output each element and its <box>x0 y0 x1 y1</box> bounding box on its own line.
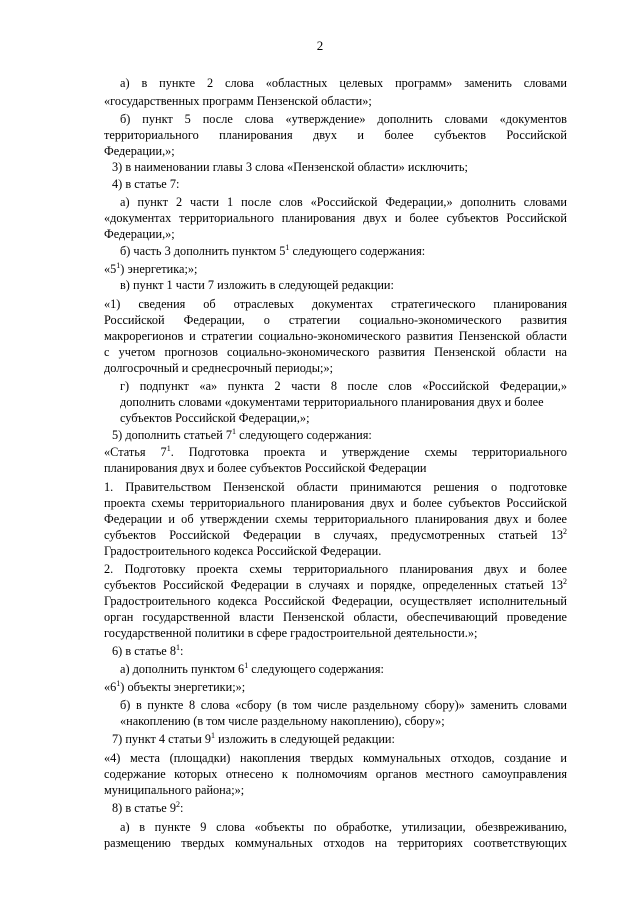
text-line: 2. Подготовку проекта схемы территориального планирования двух и более <box>104 562 567 576</box>
text-line: «Статья $7^1$. Подготовка проекта и утверждение схемы территориального <box>104 444 567 459</box>
text-line: 4) в статье 7: <box>112 177 180 191</box>
text-line: а) в пункте 9 слова «объекты по обработке, утилизации, обезвреживанию, <box>120 820 567 834</box>
text-line: субъектов Российской Федерации в случаях и порядке, определенных статьей $13^2$ <box>104 577 567 592</box>
text-line: дополнить словами «документами территориального планирования двух и более <box>120 395 544 409</box>
text-line: 5) дополнить статьей $7^1$ следующего содержания: <box>112 427 372 442</box>
text-line: а) пункт 2 части 1 после слов «Российской Федерации,» дополнить словами <box>120 195 567 209</box>
text-line: Российской Федерации, о стратегии социально-экономического развития <box>104 313 567 327</box>
text-line: макрорегионов и стратегии социально-экономического развития Пензенской области <box>104 329 567 343</box>
text-line: «4) места (площадки) накопления твердых коммунальных отходов, создание и <box>104 751 567 765</box>
text-line: б) пункт 5 после слова «утверждение» дополнить словами «документов <box>120 112 567 126</box>
text-line: 3) в наименовании главы 3 слова «Пензенской области» исключить; <box>112 160 468 174</box>
text-line: территориального планирования двух и более субъектов Российской <box>104 128 567 142</box>
text-line: орган государственной власти Пензенской области, обеспечивающий проведение <box>104 610 567 624</box>
text-line: проекта схемы территориального планирования двух и более субъектов Российской <box>104 496 567 510</box>
text-line: «1) сведения об отраслевых документах стратегического планирования <box>104 297 567 311</box>
text-line: 8) в статье $9^2$: <box>112 800 184 815</box>
text-line: 1. Правительством Пензенской области принимаются решения о подготовке <box>104 480 567 494</box>
text-line: Градостроительного кодекса Российской Федерации. <box>104 544 382 558</box>
text-line: «$5^1$) энергетика;»; <box>104 261 198 276</box>
text-line: «государственных программ Пензенской области»; <box>104 94 372 108</box>
text-line: с учетом прогнозов социально-экономического развития Пензенской области на <box>104 345 567 359</box>
text-line: государственной политики в сфере градостроительной деятельности.»; <box>104 626 478 640</box>
text-line: в) пункт 1 части 7 изложить в следующей редакции: <box>120 278 394 292</box>
text-line: долгосрочный и среднесрочный периоды;»; <box>104 361 334 375</box>
text-line: размещению твердых коммунальных отходов на территориях соответствующих <box>104 836 567 850</box>
text-line: б) часть 3 дополнить пунктом $5^1$ следующего содержания: <box>120 243 426 258</box>
text-line: субъектов Российской Федерации в случаях, предусмотренных статьей $13^2$ <box>104 527 567 542</box>
text-line: планирования двух и более субъектов Российской Федерации <box>104 461 427 475</box>
text-line: а) в пункте 2 слова «областных целевых программ» заменить словами <box>120 76 567 90</box>
text-line: 7) пункт 4 статьи $9^1$ изложить в следующей редакции: <box>112 731 395 746</box>
text-line: субъектов Российской Федерации,»; <box>120 411 310 425</box>
text-line: «накоплению (в том числе раздельному накоплению), сбору»; <box>120 714 445 728</box>
text-line: Федерации,»; <box>104 144 175 158</box>
text-line: Федерации,»; <box>104 227 175 241</box>
text-line: Федерации и об утверждении схемы территориального планирования двух и более <box>104 512 567 526</box>
page-number: 2 <box>316 38 324 53</box>
text-line: муниципального района;»; <box>104 783 245 797</box>
text-line: «$6^1$) объекты энергетики;»; <box>104 679 246 694</box>
text-line: 6) в статье $8^1$: <box>112 643 184 658</box>
text-line: «документах территориального планирования двух и более субъектов Российской <box>104 211 567 225</box>
text-line: б) в пункте 8 слова «сбору (в том числе раздельному сбору)» заменить словами <box>120 698 567 712</box>
text-line: а) дополнить пунктом $6^1$ следующего содержания: <box>120 661 384 676</box>
text-line: Градостроительного кодекса Российской Федерации, осуществляет исполнительный <box>104 594 567 608</box>
text-line: содержание которых отнесено к полномочиям органов местного самоуправления <box>104 767 567 781</box>
text-line: г) подпункт «а» пункта 2 части 8 после слов «Российской Федерации,» <box>120 379 567 393</box>
